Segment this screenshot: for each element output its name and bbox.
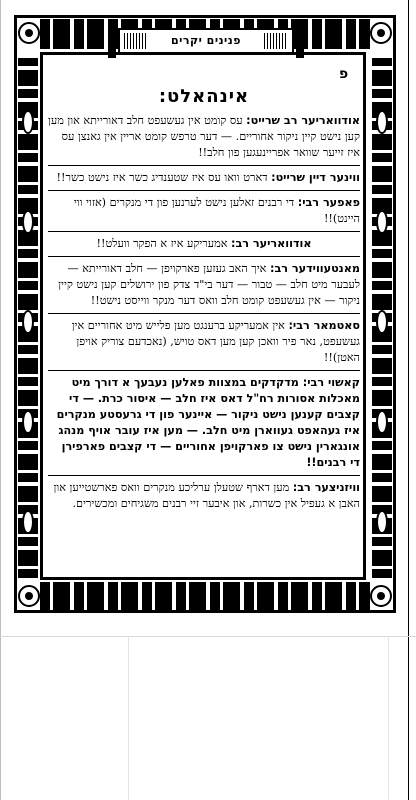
right-edge-line <box>408 0 409 800</box>
entry-3 <box>48 195 360 227</box>
contents-body <box>48 86 360 512</box>
entry-speaker: מאנטעווידער רב: <box>269 262 360 275</box>
entry-8 <box>48 480 360 512</box>
entry-divider <box>48 313 360 314</box>
lower-divider-left <box>128 636 129 800</box>
lower-divider-right <box>388 636 389 800</box>
left-edge-line <box>0 0 1 800</box>
ornament-lozenge <box>376 510 388 534</box>
entry-2 <box>48 170 360 186</box>
entry-speaker: פאפער רבי: <box>297 196 360 209</box>
entry-text: עס קומט אין געשעפט חלב דאורייתא און מען קען נישט קיין ניקור אחוריים. — דער טרפש קומט אריין אין גאנצן עס איז זייער שוואר אפריינעגען פון חלב!! <box>48 114 360 159</box>
corner-ornament <box>370 585 392 607</box>
ornament-lozenge <box>22 210 34 234</box>
entry-divider <box>48 256 360 257</box>
entry-text: די רבנים זאלען נישט לערנען פון די מנקרים (אזוי ווי היינט)!! <box>73 196 360 225</box>
entry-speaker: וויזניצער רב: <box>292 481 360 494</box>
entry-7 <box>48 375 360 471</box>
entry-speaker: אודוואריער רב: <box>230 237 312 250</box>
ornament-lozenge <box>376 310 388 334</box>
entry-speaker: קאשוי רבי: <box>302 376 360 389</box>
corner-ornament <box>18 585 40 607</box>
entry-speaker: אודוואריער רב שרייט: <box>246 114 360 127</box>
entry-4 <box>48 236 360 252</box>
entry-text: אין אמעריקע ברענגט מען פלייש מיט אחוריים אין געשעפט, נאר פיר וואכן קען מען דאס טויש, (נאכדעם צוריק אויפן האטן)!! <box>71 319 360 364</box>
contents-heading: אינהאלט: <box>158 86 250 107</box>
title-banner <box>118 28 294 54</box>
ornament-lozenge <box>376 210 388 234</box>
entry-speaker: ווינער דיין שרייט: <box>271 171 360 184</box>
entry-6 <box>48 318 360 366</box>
entry-text: אמעריקע איז א הפקר וועלט!! <box>96 237 231 250</box>
corner-ornament <box>370 22 392 44</box>
ornament-lozenge <box>22 410 34 434</box>
entry-text: איך האב געזען פארקויפן — חלב דאורייתא — לעבער מיט חלב — טבור — דער בי"ד צדק פון ירושלים קען נישט קיין ניקור — אין געשעפט קומט חלב וואס דער מנקר ווייסט נישט!! <box>58 262 360 307</box>
page-number: פ <box>339 66 349 82</box>
entry-text: דארט וואו עס איז שטענדיג כשר איז נישט כשר!! <box>56 171 272 184</box>
bottom-border-strip <box>40 582 370 610</box>
ornament-lozenge <box>22 510 34 534</box>
entry-5 <box>48 261 360 309</box>
entry-speaker: סאטמאר רבי: <box>288 319 360 332</box>
ornament-lozenge <box>22 110 34 134</box>
entry-1 <box>48 113 360 161</box>
corner-ornament <box>18 22 40 44</box>
entry-divider <box>48 370 360 371</box>
entry-divider <box>48 231 360 232</box>
entry-text: מדקדקים במצוות פאלען נעבעך א דורך מיט מאכלות אסורות רח"ל דאס איז חלב — איסור כרת. — די קצבים קענען נישט ניקור — איינער פון די גרעסטע מנקרים איז געהאפט געווארן מיט חלב. — מען איז עובר אויף מנהג אונגארין נישט צו פארקויפן אחוריים — די קצבים פארפירן די רבנים!! <box>56 376 360 469</box>
entry-divider <box>48 165 360 166</box>
entry-text: מען דארף שטעלן ערליכע מנקרים וואס פארשטייען און האבן א געפיל אין כשרות, און איבער זיי רבנים משגיחים ומכשירים. <box>53 481 360 510</box>
entry-divider <box>48 475 360 476</box>
page-bottom-line <box>0 636 416 637</box>
ornament-lozenge <box>376 410 388 434</box>
ornament-lozenge <box>22 310 34 334</box>
entry-divider <box>48 190 360 191</box>
ornament-lozenge <box>376 110 388 134</box>
banner-title: פנינים יקרים <box>170 34 242 47</box>
